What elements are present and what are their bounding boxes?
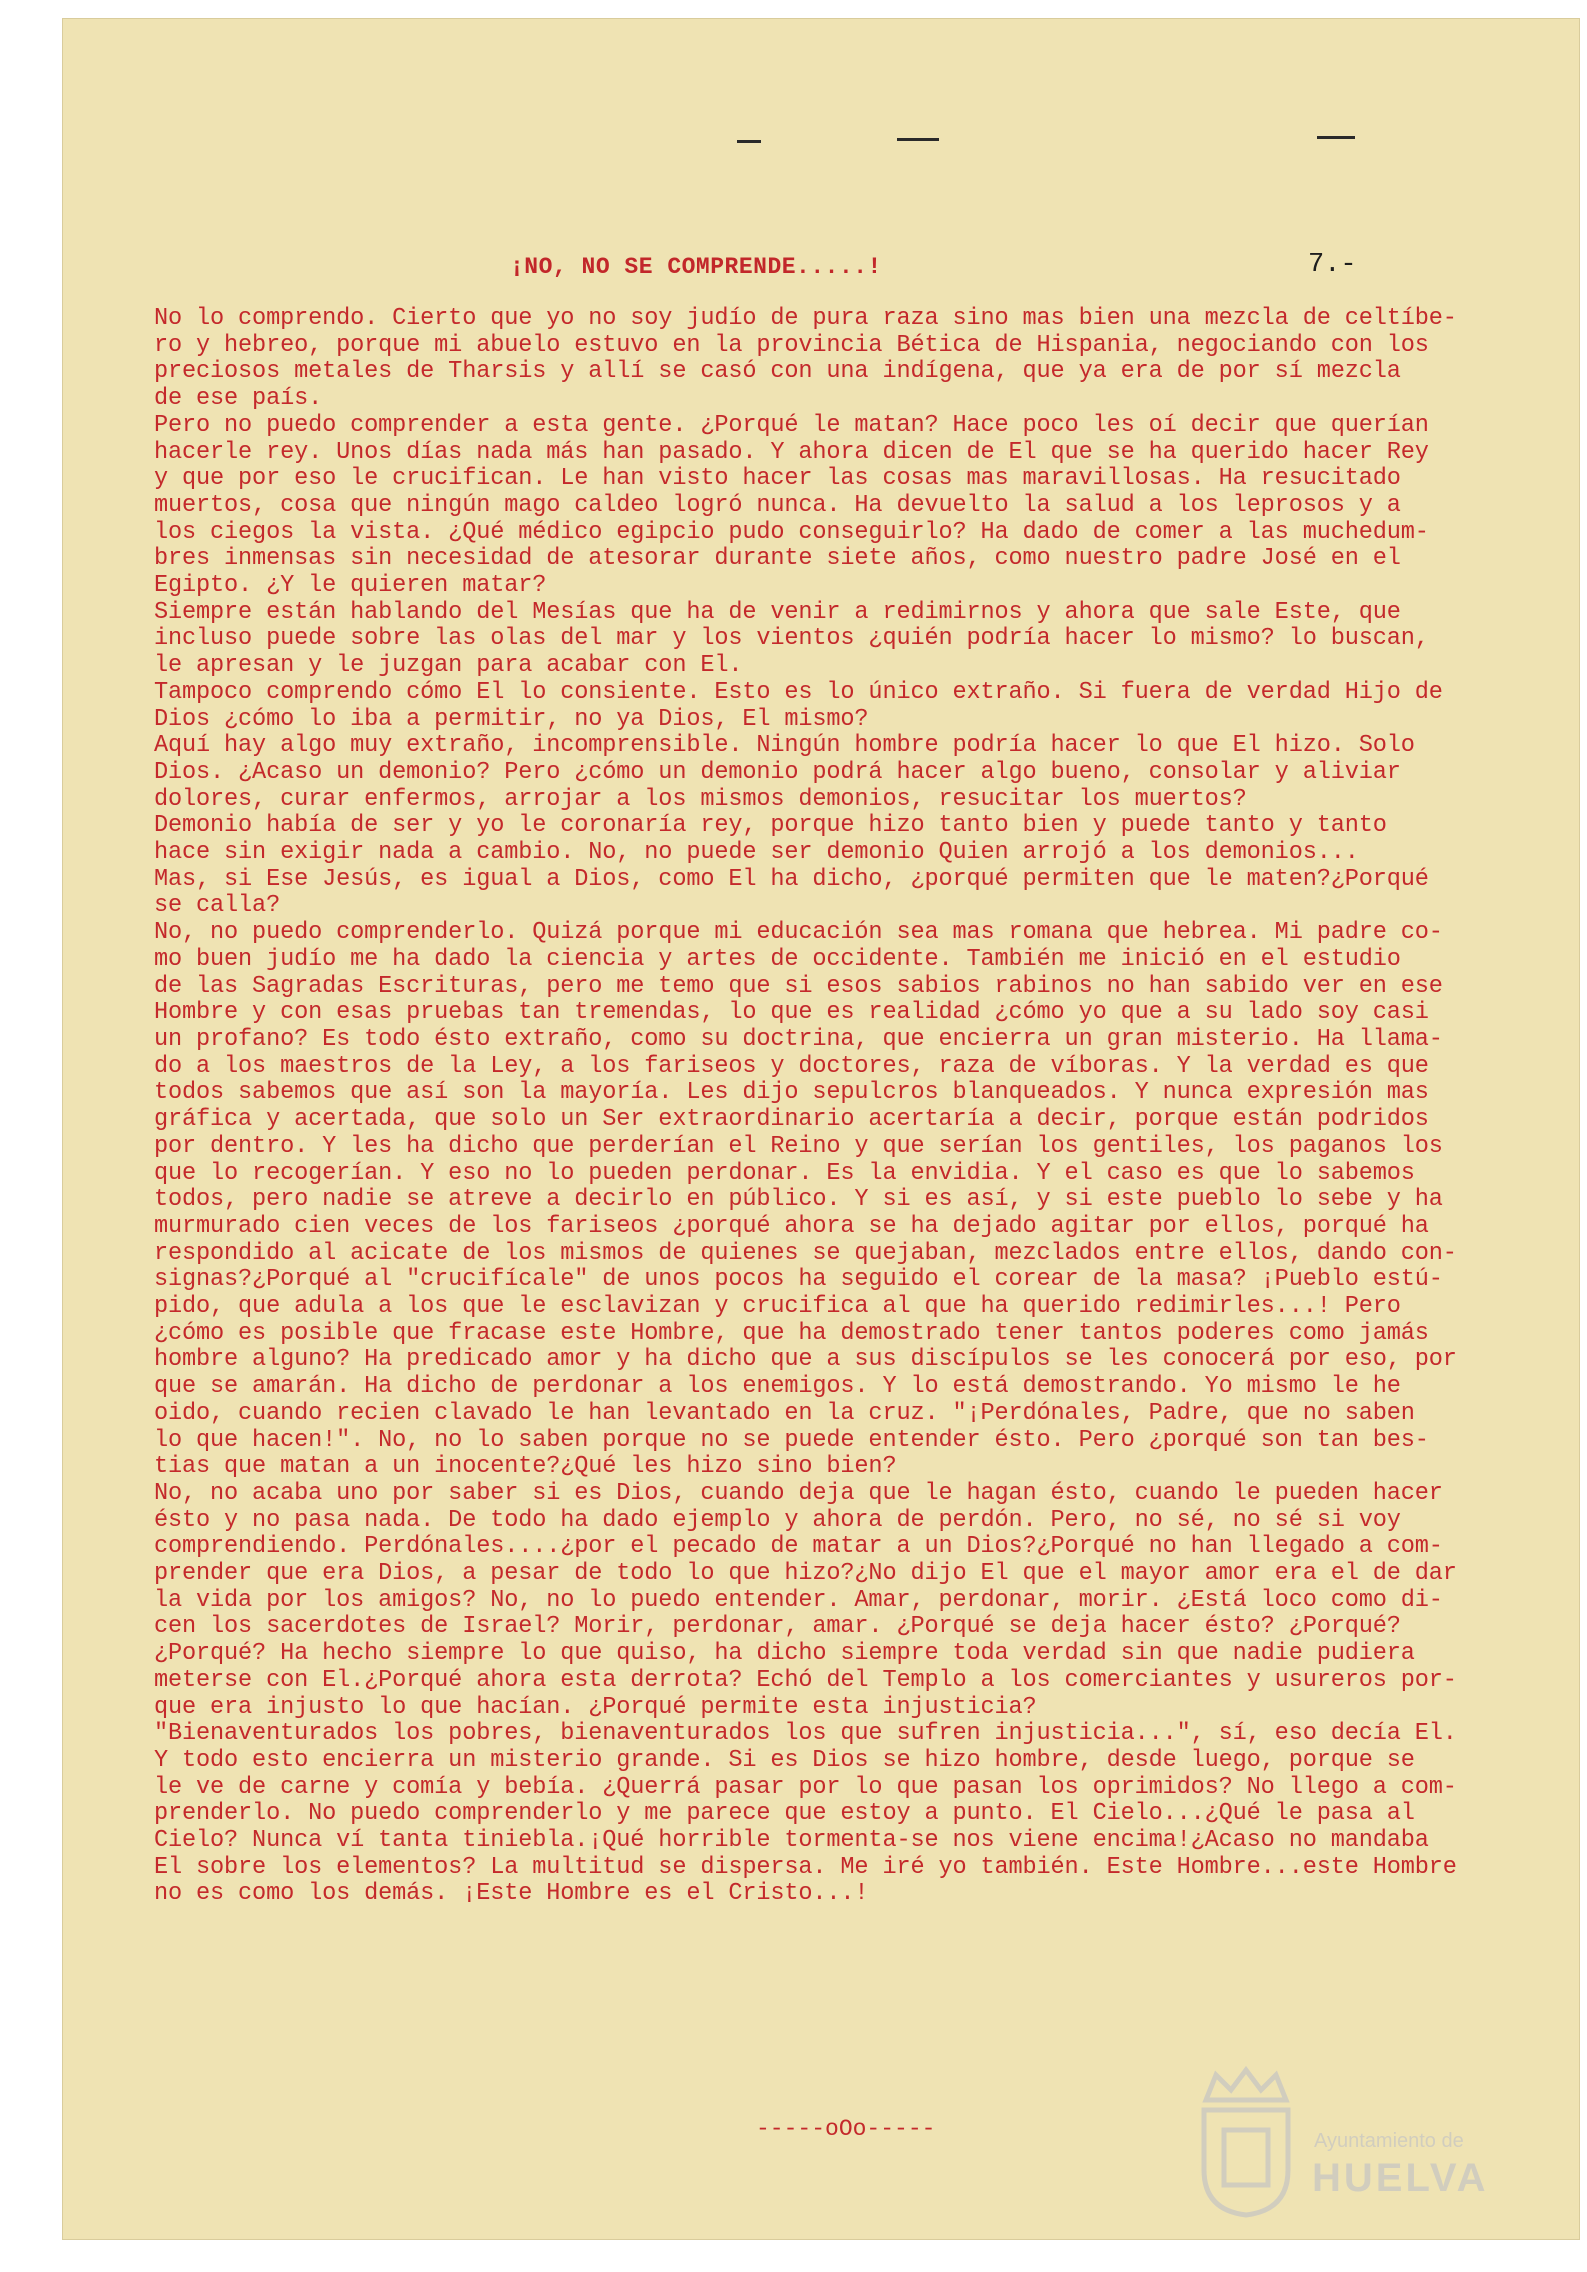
header-dash-center — [897, 138, 939, 141]
document-body — [154, 306, 1554, 1908]
text-line: No, no acaba uno por saber si es Dios, cuando deja que le hagan ésto, cuando le pueden hacer — [154, 1479, 1443, 1507]
text-line: preciosos metales de Tharsis y allí se casó con una indígena, que ya era de por sí mezcla — [154, 358, 1401, 386]
text-line: gráfica y acertada, que solo un Ser extraordinario acertaría a decir, porque están podridos — [154, 1106, 1429, 1134]
text-line: Siempre están hablando del Mesías que ha de venir a redimirnos y ahora que sale Este, que — [154, 598, 1401, 626]
text-line: lo que hacen!". No, no lo saben porque no se puede entender ésto. Pero ¿porqué son tan bes- — [154, 1426, 1429, 1454]
text-line: le apresan y le juzgan para acabar con El. — [154, 652, 743, 680]
coat-of-arms-icon — [1186, 2060, 1306, 2220]
text-line: ésto y no pasa nada. De todo ha dado ejemplo y ahora de perdón. Pero, no sé, no sé si voy — [154, 1506, 1401, 1534]
text-line: tias que matan a un inocente?¿Qué les hizo sino bien? — [154, 1453, 897, 1481]
text-line: de las Sagradas Escrituras, pero me temo que si esos sabios rabinos no han sabido ver en ese — [154, 972, 1443, 1000]
text-line: hacerle rey. Unos días nada más han pasado. Y ahora dicen de El que se ha querido hacer Rey — [154, 438, 1429, 466]
text-line: El sobre los elementos? La multitud se dispersa. Me iré yo también. Este Hombre...este Hombre — [154, 1853, 1457, 1881]
text-line: le ve de carne y comía y bebía. ¿Querrá pasar por lo que pasan los oprimidos? No llego a com- — [154, 1773, 1457, 1801]
text-line: prender que era Dios, a pesar de todo lo que hizo?¿No dijo El que el mayor amor era el de dar — [154, 1560, 1457, 1588]
text-line: "Bienaventurados los pobres, bienaventurados los que sufren injusticia...", sí, eso decía El. — [154, 1720, 1457, 1748]
text-line: murmurado cien veces de los fariseos ¿porqué ahora se ha dejado agitar por ellos, porqué ha — [154, 1212, 1429, 1240]
text-line: meterse con El.¿Porqué ahora esta derrota? Echó del Templo a los comerciantes y usureros por- — [154, 1666, 1457, 1694]
text-line: ro y hebreo, porque mi abuelo estuvo en la provincia Bética de Hispania, negociando con los — [154, 331, 1429, 359]
text-line: comprendiendo. Perdónales....¿por el pecado de matar a un Dios?¿Porqué no han llegado a com- — [154, 1533, 1443, 1561]
text-line: se calla? — [154, 892, 281, 920]
end-mark: -----oOo----- — [756, 2116, 936, 2142]
text-line: ¿Porqué? Ha hecho siempre lo que quiso, ha dicho siempre toda verdad sin que nadie pudiera — [154, 1640, 1415, 1668]
text-line: bres inmensas sin necesidad de atesorar durante siete años, como nuestro padre José en el — [154, 545, 1401, 573]
text-line: No lo comprendo. Cierto que yo no soy judío de pura raza sino mas bien una mezcla de celtíbe- — [154, 305, 1457, 332]
text-line: Demonio había de ser y yo le coronaría rey, porque hizo tanto bien y puede tanto y tanto — [154, 812, 1387, 840]
text-line: Cielo? Nunca ví tanta tiniebla.¡Qué horrible tormenta-se nos viene encima!¿Acaso no mandaba — [154, 1827, 1429, 1855]
text-line: de ese país. — [154, 385, 323, 413]
text-line: No, no puedo comprenderlo. Quizá porque mi educación sea mas romana que hebrea. Mi padre co- — [154, 919, 1443, 947]
text-line: que era injusto lo que hacían. ¿Porqué permite esta injusticia? — [154, 1693, 1037, 1721]
text-line: Egipto. ¿Y le quieren matar? — [154, 572, 547, 600]
text-line: los ciegos la vista. ¿Qué médico egipcio pudo conseguirlo? Ha dado de comer a las muchedum- — [154, 518, 1429, 546]
header-dash-left — [737, 140, 761, 143]
text-line: Dios. ¿Acaso un demonio? Pero ¿cómo un demonio podrá hacer algo bueno, consolar y aliviar — [154, 758, 1401, 786]
header-dash-right — [1317, 136, 1355, 139]
text-line: oido, cuando recien clavado le han levantado en la cruz. "¡Perdónales, Padre, que no saben — [154, 1399, 1415, 1427]
text-line: ¿cómo es posible que fracase este Hombre, que ha demostrado tener tantos poderes como jamás — [154, 1319, 1429, 1347]
paper-sheet — [62, 18, 1580, 2240]
text-line: hace sin exigir nada a cambio. No, no puede ser demonio Quien arrojó a los demonios... — [154, 839, 1359, 867]
text-line: la vida por los amigos? No, no lo puedo entender. Amar, perdonar, morir. ¿Está loco como di- — [154, 1586, 1443, 1614]
text-line: todos sabemos que así son la mayoría. Les dijo sepulcros blanqueados. Y nunca expresión mas — [154, 1079, 1429, 1107]
text-line: Mas, si Ese Jesús, es igual a Dios, como El ha dicho, ¿porqué permiten que le maten?¿Porqué — [154, 865, 1429, 893]
text-line: dolores, curar enfermos, arrojar a los mismos demonios, resucitar los muertos? — [154, 785, 1247, 813]
text-line: pido, que adula a los que le esclavizan y crucifica al que ha querido redimirles...! Pero — [154, 1293, 1401, 1321]
text-line: signas?¿Porqué al "crucifícale" de unos pocos ha seguido el corear de la masa? ¡Pueblo estú- — [154, 1266, 1443, 1294]
text-line: que se amarán. Ha dicho de perdonar a los enemigos. Y lo está demostrando. Yo mismo le he — [154, 1373, 1401, 1401]
text-line: Dios ¿cómo lo iba a permitir, no ya Dios, El mismo? — [154, 705, 869, 733]
text-line: que lo recogerían. Y eso no lo pueden perdonar. Es la envidia. Y el caso es que lo sabemos — [154, 1159, 1415, 1187]
text-line: prenderlo. No puedo comprenderlo y me parece que estoy a punto. El Cielo...¿Qué le pasa al — [154, 1800, 1415, 1828]
document-title: ¡NO, NO SE COMPRENDE.....! — [510, 254, 882, 280]
text-line: Y todo esto encierra un misterio grande. Si es Dios se hizo hombre, desde luego, porque se — [154, 1746, 1415, 1774]
text-line: un profano? Es todo ésto extraño, como su doctrina, que encierra un gran misterio. Ha llama- — [154, 1025, 1443, 1053]
watermark-line2: HUELVA — [1312, 2156, 1489, 2200]
text-line: y que por eso le crucifican. Le han visto hacer las cosas mas maravillosas. Ha resucitado — [154, 465, 1401, 493]
text-line: todos, pero nadie se atreve a decirlo en público. Y si es así, y si este pueblo lo sebe y ha — [154, 1186, 1443, 1214]
text-line: do a los maestros de la Ley, a los fariseos y doctores, raza de víboras. Y la verdad es que — [154, 1052, 1429, 1080]
text-line: Tampoco comprendo cómo El lo consiente. Esto es lo único extraño. Si fuera de verdad Hijo de — [154, 678, 1443, 706]
text-line: cen los sacerdotes de Israel? Morir, perdonar, amar. ¿Porqué se deja hacer ésto? ¿Porqué? — [154, 1613, 1401, 1641]
text-line: Hombre y con esas pruebas tan tremendas, lo que es realidad ¿cómo yo que a su lado soy casi — [154, 999, 1429, 1027]
text-line: Pero no puedo comprender a esta gente. ¿Porqué le matan? Hace poco les oí decir que querían — [154, 411, 1429, 439]
text-line: por dentro. Y les ha dicho que perderían el Reino y que serían los gentiles, los paganos los — [154, 1132, 1443, 1160]
text-line: respondido al acicate de los mismos de quienes se quejaban, mezclados entre ellos, dando con- — [154, 1239, 1457, 1267]
text-line: mo buen judío me ha dado la ciencia y artes de occidente. También me inició en el estudio — [154, 945, 1401, 973]
text-line: hombre alguno? Ha predicado amor y ha dicho que a sus discípulos se les conocerá por eso, por — [154, 1346, 1457, 1374]
text-line: incluso puede sobre las olas del mar y los vientos ¿quién podría hacer lo mismo? lo buscan, — [154, 625, 1429, 653]
text-line: Aquí hay algo muy extraño, incomprensible. Ningún hombre podría hacer lo que El hizo. Solo — [154, 732, 1415, 760]
page-number: 7.- — [1308, 250, 1357, 280]
text-line: no es como los demás. ¡Este Hombre es el Cristo...! — [154, 1880, 869, 1908]
watermark-line1: Ayuntamiento de — [1314, 2130, 1464, 2152]
text-line: muertos, cosa que ningún mago caldeo logró nunca. Ha devuelto la salud a los leprosos y a — [154, 491, 1401, 519]
archive-watermark — [1186, 2060, 1526, 2220]
